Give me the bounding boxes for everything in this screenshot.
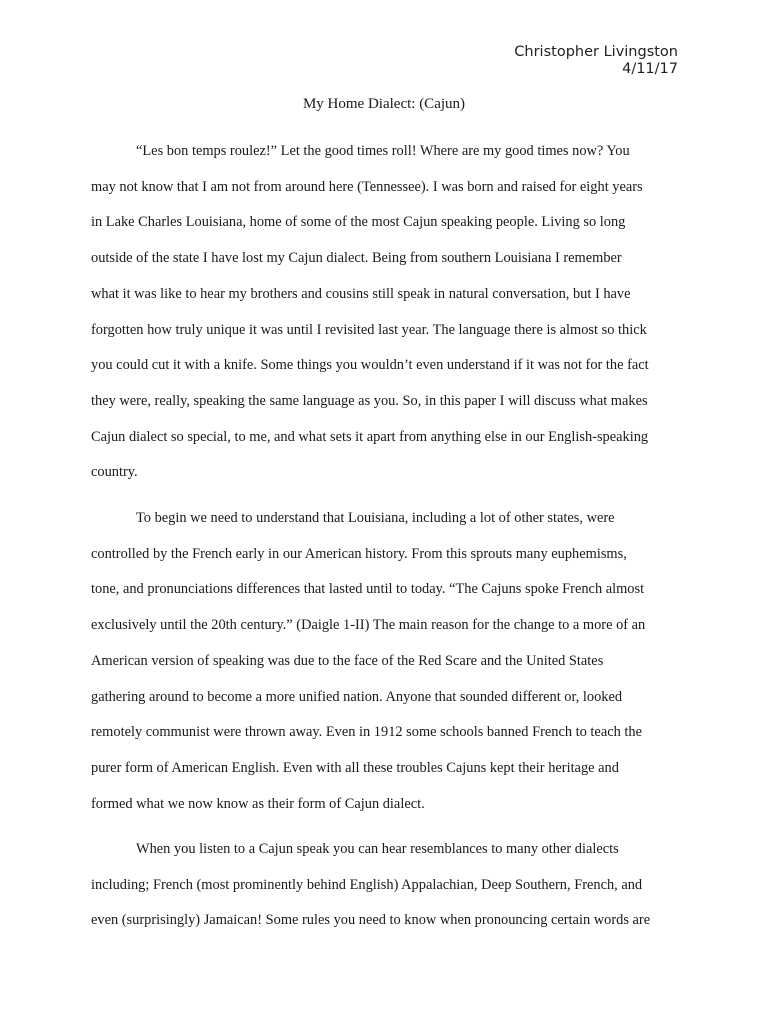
paragraph-line: what it was like to hear my brothers and cousins still speak in natural conversation, but I have xyxy=(91,285,631,302)
paragraph-line: American version of speaking was due to the face of the Red Scare and the United States xyxy=(91,652,604,669)
paragraph-line: country. xyxy=(91,464,138,481)
paragraph-line: outside of the state I have lost my Cajun dialect. Being from southern Louisiana I remember xyxy=(91,250,622,267)
paragraph-line: gathering around to become a more unified nation. Anyone that sounded different or, looked xyxy=(91,688,623,705)
author-name: Christopher Livingston xyxy=(514,44,678,60)
paragraph-line: including; French (most prominently behind English) Appalachian, Deep Southern, French, and xyxy=(91,876,643,893)
paragraph-line: “Les bon temps roulez!” Let the good times roll! Where are my good times now? You xyxy=(136,143,630,159)
document-date: 4/11/17 xyxy=(622,61,678,77)
paragraph-line: even (surprisingly) Jamaican! Some rules you need to know when pronouncing certain words are xyxy=(91,912,651,929)
paragraph-line: remotely communist were thrown away. Even in 1912 some schools banned French to teach the xyxy=(91,724,642,741)
paragraph-line: When you listen to a Cajun speak you can hear resemblances to many other dialects xyxy=(136,841,619,857)
paragraph-line: tone, and pronunciations differences that lasted until to today. “The Cajuns spoke French almost xyxy=(91,581,645,598)
paragraph-text xyxy=(91,134,679,491)
paragraph-line: To begin we need to understand that Louisiana, including a lot of other states, were xyxy=(136,510,615,526)
paragraph-line: forgotten how truly unique it was until I revisited last year. The language there is almost so thick xyxy=(91,321,647,338)
paragraph-line: you could cut it with a knife. Some things you wouldn’t even understand if it was not for the fact xyxy=(91,357,649,374)
paragraph-line: Cajun dialect so special, to me, and what sets it apart from anything else in our English-speaking xyxy=(91,428,649,445)
paragraph-text xyxy=(91,832,679,939)
document-title: My Home Dialect: (Cajun) xyxy=(302,96,466,112)
paragraph-line: may not know that I am not from around here (Tennessee). I was born and raised for eight years xyxy=(91,178,643,195)
paragraph-3 xyxy=(91,832,679,939)
paragraph-line: formed what we now know as their form of Cajun dialect. xyxy=(91,795,425,812)
paragraph-line: purer form of American English. Even with all these troubles Cajuns kept their heritage and xyxy=(91,759,619,776)
paragraph-line: exclusively until the 20th century.” (Daigle 1-II) The main reason for the change to a more of an xyxy=(91,617,646,634)
paragraph-text xyxy=(91,501,679,822)
document-header xyxy=(514,44,678,78)
paragraph-1 xyxy=(91,134,679,491)
paragraph-line: controlled by the French early in our American history. From this sprouts many euphemisms, xyxy=(91,545,627,562)
paragraph-2 xyxy=(91,501,679,822)
paragraph-line: they were, really, speaking the same language as you. So, in this paper I will discuss what makes xyxy=(91,392,648,409)
paragraph-line: in Lake Charles Louisiana, home of some of the most Cajun speaking people. Living so long xyxy=(91,214,626,231)
